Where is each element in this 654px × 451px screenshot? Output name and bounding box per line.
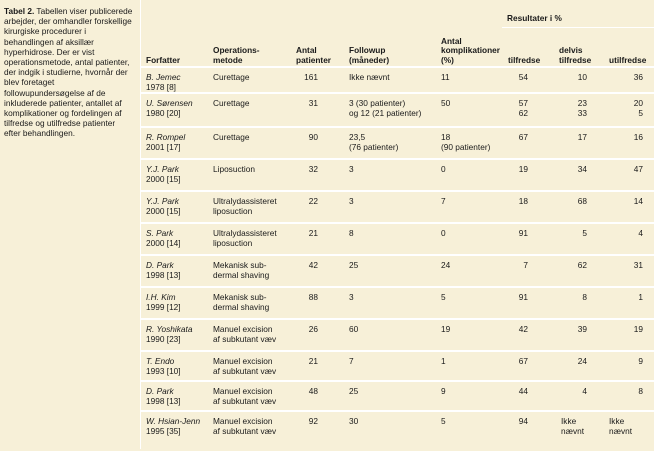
- unsatisfied-cell: 31: [633, 260, 643, 270]
- partially-satisfied-cell: 39: [577, 324, 587, 334]
- author-name: S. Park: [146, 228, 174, 238]
- method-cell: Ultralydassisteret liposuction: [213, 228, 277, 249]
- satisfied-cell: 91: [518, 228, 528, 238]
- author-name: D. Park: [146, 386, 174, 396]
- caption-title: Tabel 2.: [4, 6, 35, 16]
- patients-cell: 32: [308, 164, 318, 174]
- table-row: [141, 66, 654, 94]
- followup-cell: 8: [349, 228, 354, 238]
- table-row: [141, 92, 654, 128]
- unsatisfied-cell: 36: [633, 72, 643, 82]
- complications-cell: 0: [441, 228, 446, 238]
- method-cell: Curettage: [213, 98, 250, 108]
- satisfied-cell: 19: [518, 164, 528, 174]
- author-reference: 1978 [8]: [146, 82, 176, 93]
- author-name: U. Sørensen: [146, 98, 193, 108]
- table-row: [141, 190, 654, 224]
- author-cell: [146, 260, 208, 280]
- author-name: I.H. Kim: [146, 292, 176, 302]
- satisfied-cell: 94: [518, 416, 528, 426]
- author-cell: [146, 324, 208, 344]
- followup-cell: 25: [349, 386, 359, 396]
- patients-cell: 48: [308, 386, 318, 396]
- partially-satisfied-cell: 17: [577, 132, 587, 142]
- header-antal: Antal patienter: [296, 45, 332, 65]
- results-group-rule: [502, 27, 654, 28]
- method-cell: Curettage: [213, 132, 250, 142]
- unsatisfied-cell: 14: [633, 196, 643, 206]
- patients-cell: 161: [304, 72, 318, 82]
- satisfied-cell: 91: [518, 292, 528, 302]
- table-row: [141, 126, 654, 160]
- satisfied-cell: 54: [518, 72, 528, 82]
- method-cell: Mekanisk sub- dermal shaving: [213, 292, 270, 313]
- satisfied-cell: 57 62: [518, 98, 528, 119]
- table-caption: [4, 6, 134, 139]
- results-group-header: Resultater i %: [507, 13, 562, 23]
- partially-satisfied-cell: 34: [577, 164, 587, 174]
- partially-satisfied-cell: 4: [582, 386, 587, 396]
- patients-cell: 21: [308, 228, 318, 238]
- header-delvis: delvis tilfredse: [559, 45, 592, 65]
- complications-cell: 0: [441, 164, 446, 174]
- header-komplikationer: Antal komplikationer (%): [441, 35, 501, 65]
- patients-cell: 90: [308, 132, 318, 142]
- method-cell: Curettage: [213, 72, 250, 82]
- satisfied-cell: 42: [518, 324, 528, 334]
- author-reference: 1998 [13]: [146, 396, 181, 407]
- author-name: Y.J. Park: [146, 164, 179, 174]
- followup-cell: 60: [349, 324, 359, 334]
- method-cell: Manuel excision af subkutant væv: [213, 386, 277, 407]
- table-row: [141, 158, 654, 192]
- unsatisfied-cell: 1: [638, 292, 643, 302]
- complications-cell: 9: [441, 386, 446, 396]
- table-header: [141, 34, 654, 66]
- followup-cell: 23,5 (76 patienter): [349, 132, 399, 153]
- satisfied-cell: 18: [518, 196, 528, 206]
- complications-cell: 7: [441, 196, 446, 206]
- table-row: [141, 222, 654, 256]
- header-forfatter: Forfatter: [146, 54, 181, 65]
- table-row: [141, 350, 654, 382]
- author-cell: [146, 72, 208, 92]
- partially-satisfied-cell: 23 33: [577, 98, 587, 119]
- partially-satisfied-cell: 24: [577, 356, 587, 366]
- patients-cell: 42: [308, 260, 318, 270]
- partially-satisfied-cell: 62: [577, 260, 587, 270]
- partially-satisfied-cell: Ikke nævnt: [561, 416, 585, 437]
- followup-cell: 3: [349, 196, 354, 206]
- patients-cell: 26: [308, 324, 318, 334]
- unsatisfied-cell: 19: [633, 324, 643, 334]
- unsatisfied-cell: 4: [638, 228, 643, 238]
- complications-cell: 11: [441, 72, 450, 82]
- complications-cell: 19: [441, 324, 451, 334]
- table-row: [141, 410, 654, 451]
- author-reference: 2000 [15]: [146, 206, 181, 217]
- author-name: D. Park: [146, 260, 174, 270]
- followup-cell: 30: [349, 416, 359, 426]
- header-utilfredse: utilfredse: [609, 54, 647, 65]
- author-reference: 2000 [15]: [146, 174, 181, 185]
- complications-cell: 5: [441, 292, 446, 302]
- author-cell: [146, 356, 208, 376]
- complications-cell: 18 (90 patienter): [441, 132, 491, 153]
- followup-cell: 25: [349, 260, 359, 270]
- method-cell: Mekanisk sub- dermal shaving: [213, 260, 270, 281]
- method-cell: Manuel excision af subkutant væv: [213, 356, 277, 377]
- author-name: T. Endo: [146, 356, 175, 366]
- method-cell: Manuel excision af subkutant væv: [213, 416, 277, 437]
- author-cell: [146, 98, 208, 118]
- table-row: [141, 286, 654, 320]
- satisfied-cell: 67: [518, 356, 528, 366]
- author-cell: [146, 416, 208, 436]
- author-name: R. Yoshikata: [146, 324, 193, 334]
- partially-satisfied-cell: 68: [577, 196, 587, 206]
- method-cell: Manuel excision af subkutant væv: [213, 324, 277, 345]
- table-row: [141, 380, 654, 412]
- followup-cell: 3: [349, 164, 354, 174]
- author-cell: [146, 292, 208, 312]
- complications-cell: 1: [441, 356, 446, 366]
- author-name: B. Jemec: [146, 72, 181, 82]
- followup-cell: 7: [349, 356, 354, 366]
- partially-satisfied-cell: 8: [582, 292, 587, 302]
- complications-cell: 50: [441, 98, 451, 108]
- unsatisfied-cell: 8: [638, 386, 643, 396]
- author-cell: [146, 386, 208, 406]
- header-followup: Followup (måneder): [349, 45, 390, 65]
- unsatisfied-cell: Ikke nævnt: [609, 416, 633, 437]
- author-cell: [146, 164, 208, 184]
- partially-satisfied-cell: 10: [577, 72, 587, 82]
- followup-cell: 3 (30 patienter) og 12 (21 patienter): [349, 98, 422, 119]
- author-reference: 1993 [10]: [146, 366, 181, 377]
- patients-cell: 22: [308, 196, 318, 206]
- author-reference: 2001 [17]: [146, 142, 181, 153]
- method-cell: Ultralydassisteret liposuction: [213, 196, 277, 217]
- table-row: [141, 254, 654, 288]
- followup-cell: 3: [349, 292, 354, 302]
- author-reference: 1998 [13]: [146, 270, 181, 281]
- table-row: [141, 318, 654, 352]
- results-table: [141, 0, 654, 449]
- author-name: W. Hsian-Jenn: [146, 416, 201, 426]
- header-metode: Operations- metode: [213, 45, 260, 65]
- author-reference: 1980 [20]: [146, 108, 181, 119]
- author-cell: [146, 228, 208, 248]
- unsatisfied-cell: 20 5: [633, 98, 643, 119]
- patients-cell: 31: [308, 98, 318, 108]
- unsatisfied-cell: 47: [633, 164, 643, 174]
- complications-cell: 24: [441, 260, 451, 270]
- patients-cell: 88: [308, 292, 318, 302]
- satisfied-cell: 67: [518, 132, 528, 142]
- author-name: R. Rompel: [146, 132, 186, 142]
- patients-cell: 92: [308, 416, 318, 426]
- author-reference: 1990 [23]: [146, 334, 181, 345]
- satisfied-cell: 44: [518, 386, 528, 396]
- patients-cell: 21: [308, 356, 318, 366]
- header-tilfredse: tilfredse: [508, 54, 541, 65]
- unsatisfied-cell: 9: [638, 356, 643, 366]
- author-reference: 1999 [12]: [146, 302, 181, 313]
- satisfied-cell: 7: [523, 260, 528, 270]
- method-cell: Liposuction: [213, 164, 255, 174]
- partially-satisfied-cell: 5: [582, 228, 587, 238]
- caption-text: Tabellen viser publicerede arbejder, der omhandler forskellige kirurgiske procedurer i behandlingen af aksillær hyperhidrose. Der er vist operationsmetode, antal patienter, der indgik i studierne, hvornår der blev foretaget followupundersøgelse af de inkluderede patienter, antallet af komplikationer og fordelingen af tilfredse og utilfredse patienter efter behandlingen.: [4, 6, 133, 139]
- author-reference: 2000 [14]: [146, 238, 181, 249]
- author-name: Y.J. Park: [146, 196, 179, 206]
- author-reference: 1995 [35]: [146, 426, 181, 437]
- author-cell: [146, 196, 208, 216]
- followup-cell: Ikke nævnt: [349, 72, 390, 82]
- complications-cell: 5: [441, 416, 446, 426]
- author-cell: [146, 132, 208, 152]
- unsatisfied-cell: 16: [633, 132, 643, 142]
